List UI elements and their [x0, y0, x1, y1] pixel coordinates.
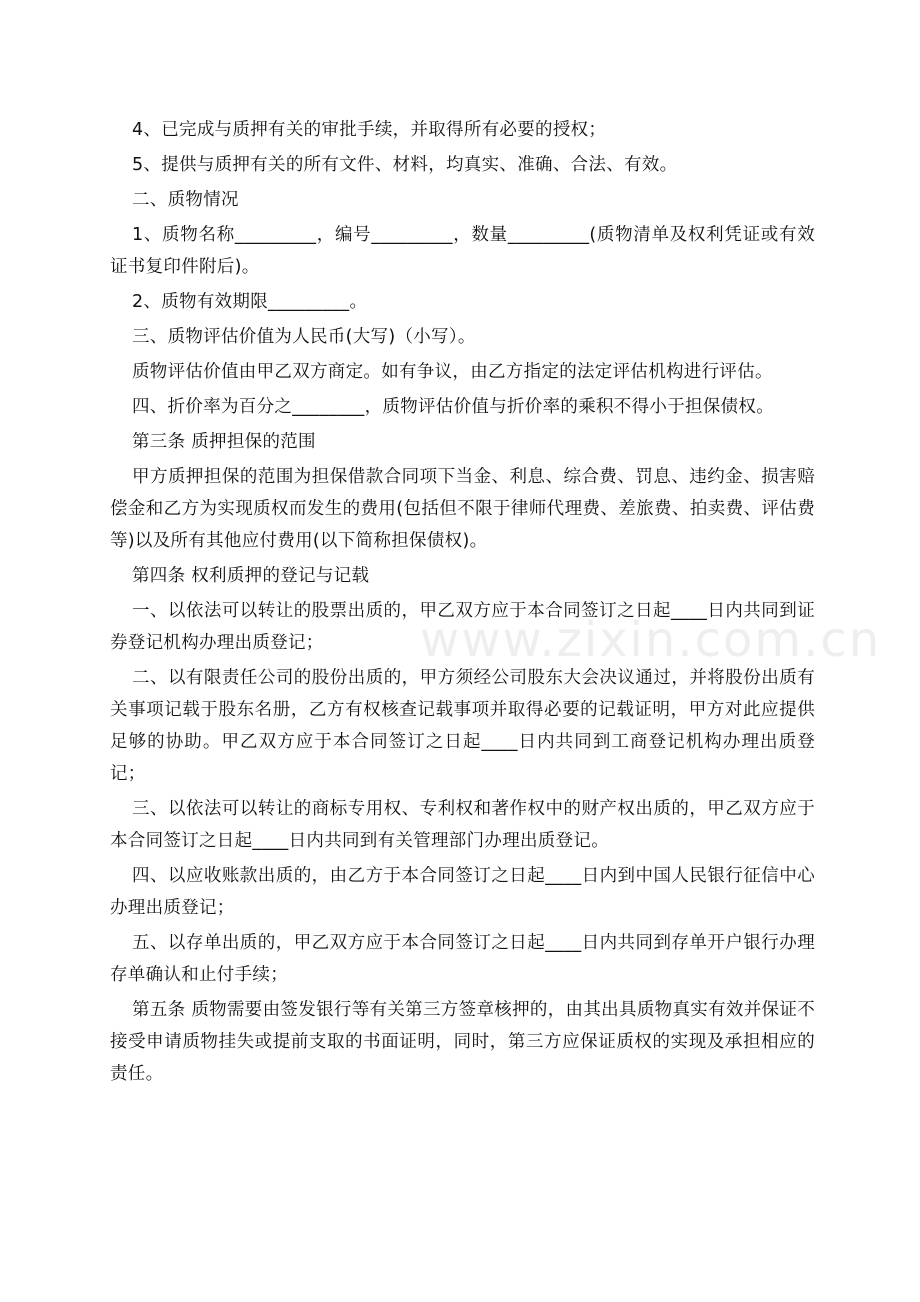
- article-3-heading: 第三条 质押担保的范围: [132, 432, 316, 452]
- article-4-item-1: 一、以依法可以转让的股票出质的，甲乙双方应于本合同签订之日起____日内共同到证券登记机构办理出质登记；: [110, 601, 815, 653]
- document-body: [110, 114, 815, 1093]
- article-4-heading: 第四条 权利质押的登记与记载: [132, 566, 370, 586]
- clause-approval: 4、已完成与质押有关的审批手续，并取得所有必要的授权；: [132, 120, 607, 140]
- article-4-item-5: 五、以存单出质的，甲乙双方应于本合同签订之日起____日内共同到存单开户银行办理存单确认和止付手续；: [110, 933, 815, 985]
- clause-valuation: 三、质物评估价值为人民币(大写)（小写）。: [132, 327, 476, 347]
- clause-pledge-validity: 2、质物有效期限_________。: [132, 292, 368, 312]
- section-heading-pledge-status: 二、质物情况: [132, 190, 239, 210]
- clause-documents: 5、提供与质押有关的所有文件、材料，均真实、准确、合法、有效。: [132, 155, 678, 175]
- clause-valuation-dispute: 质物评估价值由甲乙双方商定。如有争议，由乙方指定的法定评估机构进行评估。: [132, 362, 773, 382]
- article-3-body: 甲方质押担保的范围为担保借款合同项下当金、利息、综合费、罚息、违约金、损害赔偿金和乙方为实现质权而发生的费用(包括但不限于律师代理费、差旅费、拍卖费、评估费等)以及所有其他应付费用(以下简称担保债权)。: [110, 467, 815, 551]
- article-4-item-3: 三、以依法可以转让的商标专用权、专利权和著作权中的财产权出质的，甲乙双方应于本合同签订之日起____日内共同到有关管理部门办理出质登记。: [110, 799, 815, 851]
- clause-pledge-name: 1、质物名称_________，编号_________，数量_________(质物清单及权利凭证或有效证书复印件附后)。: [110, 225, 815, 277]
- article-5: 第五条 质物需要由签发银行等有关第三方签章核押的，由其出具质物真实有效并保证不接受申请质物挂失或提前支取的书面证明，同时，第三方应保证质权的实现及承担相应的责任。: [110, 1000, 815, 1084]
- watermark: www.zixin.com.cn: [420, 612, 882, 668]
- clause-discount-rate: 四、折价率为百分之________，质物评估价值与折价率的乘积不得小于担保债权。: [132, 397, 774, 417]
- article-4-item-2: 二、以有限责任公司的股份出质的，甲方须经公司股东大会决议通过，并将股份出质有关事项记载于股东名册，乙方有权核查记载事项并取得必要的记载证明，甲方对此应提供足够的协助。甲乙双方应于本合同签订之日起____日内共同到工商登记机构办理出质登记；: [110, 668, 815, 784]
- article-4-item-4: 四、以应收账款出质的，由乙方于本合同签订之日起____日内到中国人民银行征信中心办理出质登记；: [110, 866, 815, 918]
